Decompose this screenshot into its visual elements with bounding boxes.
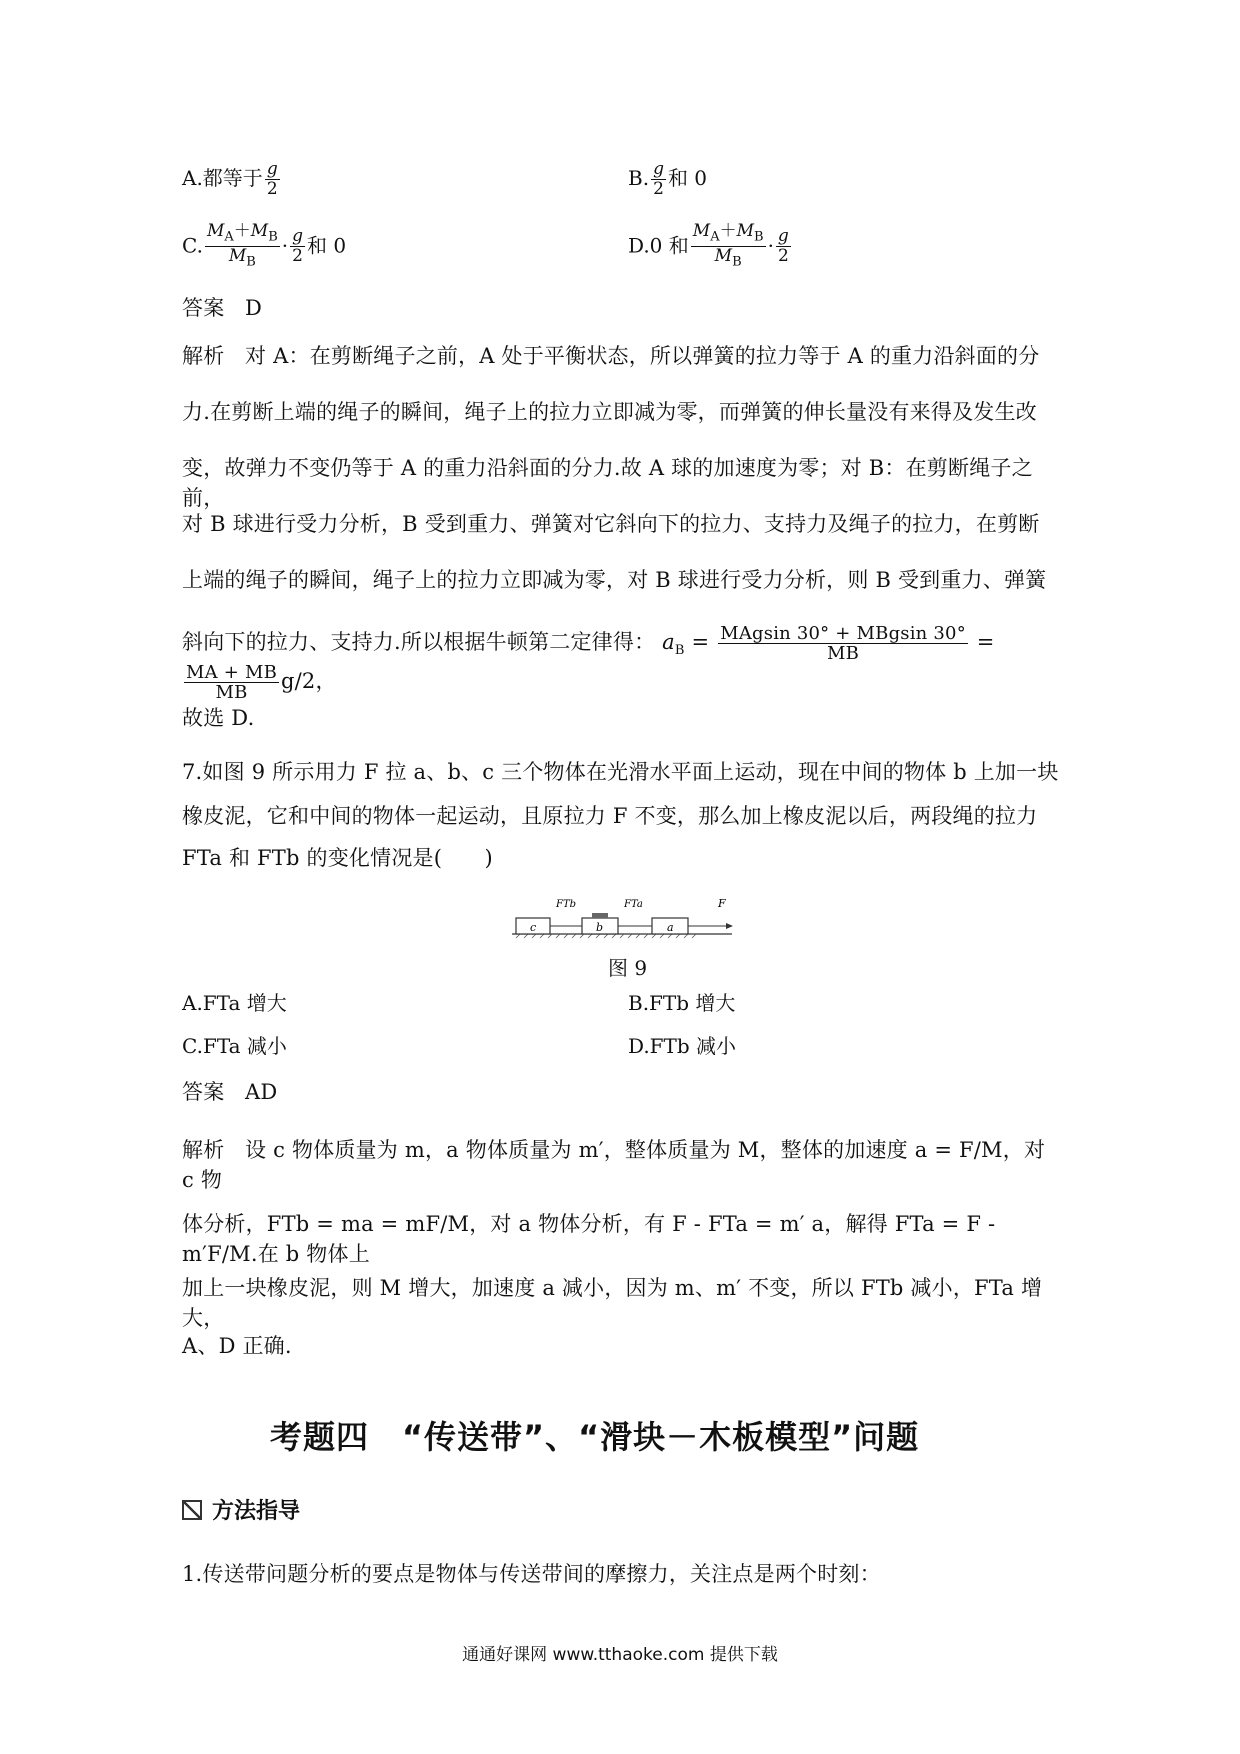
- fraction-g-over-2: [776, 227, 791, 266]
- question7-line3: FTa 和 FTb 的变化情况是( ): [182, 846, 493, 870]
- analysis-q6-line2: 力.在剪断上端的绳子的瞬间，绳子上的拉力立即减为零，而弹簧的伸长量没有来得及发生改: [182, 400, 1037, 424]
- option-text: C.: [182, 233, 203, 258]
- fraction-g-over-2: [265, 160, 280, 199]
- frac-den: 2: [292, 246, 303, 267]
- question7-line2: 橡皮泥，它和中间的物体一起运动，且原拉力 F 不变，那么加上橡皮泥以后，两段绳的拉力: [182, 804, 1038, 828]
- label-c: c: [530, 921, 537, 934]
- var: a: [662, 630, 675, 654]
- option-q7-c: C.FTa 减小: [182, 1034, 287, 1058]
- analysis-label: 解析: [182, 344, 225, 368]
- analysis-q7-line3: 加上一块橡皮泥，则 M 增大，加速度 a 减小，因为 m、m′ 不变，所以 FTb 减小，FTa 增大，: [182, 1276, 1043, 1330]
- method-label: 方法指导: [212, 1499, 301, 1524]
- sep: ·: [767, 233, 774, 258]
- answer-value: AD: [245, 1080, 278, 1104]
- option-q6-c: [182, 222, 346, 272]
- figure-9: [512, 894, 736, 944]
- frac-num: g: [777, 226, 789, 247]
- option-q6-b: [628, 160, 707, 199]
- frac-den: 2: [777, 246, 789, 267]
- analysis-text: 斜向下的拉力、支持力.所以根据牛顿第二定律得：: [182, 630, 656, 654]
- putty: [592, 913, 608, 918]
- analysis-text: 设 c 物体质量为 m，a 物体质量为 m′，整体质量为 M，整体的加速度 a = F/M，对 c 物: [182, 1138, 1046, 1192]
- sub: B: [754, 229, 764, 245]
- option-q7-b: B.FTb 增大: [628, 991, 736, 1015]
- op: ＋: [233, 221, 251, 241]
- pulley-blocks-diagram: [512, 894, 736, 940]
- sub: A: [710, 229, 720, 245]
- square-icon: [182, 1500, 202, 1520]
- analysis-q6-line5: 上端的绳子的瞬间，绳子上的拉力立即减为零，对 B 球进行受力分析，则 B 受到重力、弹簧: [182, 568, 1047, 592]
- analysis-text: g/2，: [281, 669, 337, 693]
- option-q6-a: [182, 160, 282, 199]
- frac-num: g: [653, 159, 664, 179]
- answer-q6: [182, 292, 1062, 322]
- answer-label: 答案: [182, 296, 225, 320]
- option-q7-d: D.FTb 减小: [628, 1034, 737, 1058]
- label-ftb: FTb: [556, 899, 577, 910]
- section-heading: 考题四 “传送带”、“滑块－木板模型”问题: [270, 1418, 920, 1456]
- frac-den: MB: [827, 643, 860, 664]
- label-a: a: [667, 921, 674, 934]
- frac-den: 2: [266, 179, 278, 199]
- analysis-q6-line3: 变，故弹力不变仍等于 A 的重力沿斜面的分力.故 A 球的加速度为零；对 B：在剪断绳子之前，: [182, 456, 1033, 510]
- answer-label: 答案: [182, 1080, 225, 1104]
- option-text: A.都等于: [182, 166, 263, 190]
- label-f: F: [718, 897, 726, 910]
- var: M: [206, 221, 225, 241]
- var: M: [250, 221, 269, 241]
- label-fta: FTa: [624, 899, 643, 910]
- analysis-q6-line4: 对 B 球进行受力分析，B 受到重力、弹簧对它斜向下的拉力、支持力及绳子的拉力，在剪断: [182, 512, 1040, 536]
- fraction-mass-ratio: [184, 663, 279, 702]
- figure-caption: 图 9: [608, 956, 648, 980]
- sub: B: [268, 229, 278, 245]
- option-text: 和 0: [667, 166, 708, 190]
- frac-den: MB: [215, 682, 248, 703]
- analysis-q7-line4: A、D 正确.: [182, 1334, 292, 1358]
- option-text: B.: [628, 166, 650, 190]
- fraction-mass-ratio: [205, 222, 280, 272]
- sub: B: [246, 254, 256, 270]
- analysis-q7-line2: 体分析，FTb = ma = mF/M，对 a 物体分析，有 F - FTa = m′ a，解得 FTa = F - m′F/M.在 b 物体上: [182, 1212, 996, 1266]
- analysis-q6-line6: 斜向下的拉力、支持力.所以根据牛顿第二定律得： $a_B$ = $\frac{\text{MAgsin 30° + MBgsin 30°}}{MB}$ = $\frac{MA + MB}{MB}$ g/2，: [182, 623, 995, 703]
- option-text: 和 0: [307, 233, 347, 258]
- analysis-q7-line1: [182, 1134, 1062, 1194]
- analysis-text: 对 A：在剪断绳子之前，A 处于平衡状态，所以弹簧的拉力等于 A 的重力沿斜面的分: [245, 344, 1040, 368]
- var: M: [692, 221, 711, 241]
- fraction-mass-ratio: [691, 222, 766, 272]
- sep: ·: [281, 233, 289, 258]
- fraction-newton: [718, 624, 968, 663]
- fraction-g-over-2: [290, 227, 305, 266]
- sub: B: [732, 254, 742, 270]
- var: M: [714, 246, 733, 267]
- option-q6-d: [628, 222, 793, 272]
- frac-num: MAgsin 30° + MBgsin 30°: [720, 623, 966, 644]
- analysis-q6-line1: [182, 340, 1062, 370]
- question7-line1: 7.如图 9 所示用力 F 拉 a、b、c 三个物体在光滑水平面上运动，现在中间的物体 b 上加一块: [182, 760, 1059, 784]
- sub: A: [224, 229, 234, 245]
- frac-den: 2: [653, 179, 664, 199]
- analysis-label: 解析: [182, 1138, 225, 1162]
- point-1: 1.传送带问题分析的要点是物体与传送带间的摩擦力，关注点是两个时刻：: [182, 1562, 881, 1586]
- footer: 通通好课网 www.tthaoke.com 提供下载: [462, 1645, 778, 1665]
- frac-num: g: [266, 159, 278, 179]
- var: M: [228, 246, 247, 267]
- answer-value: D: [245, 296, 263, 320]
- answer-q7: [182, 1076, 1062, 1106]
- frac-num: MA + MB: [186, 662, 278, 683]
- label-b: b: [596, 921, 604, 934]
- analysis-q6-line7: 故选 D.: [182, 706, 255, 730]
- op: ＋: [719, 221, 737, 241]
- fraction-g-over-2: [651, 160, 666, 199]
- frac-num: g: [292, 226, 303, 247]
- option-text: D.0 和: [628, 233, 689, 258]
- option-q7-a: A.FTa 增大: [182, 991, 287, 1015]
- method-guide: [182, 1494, 300, 1525]
- var: M: [736, 221, 754, 241]
